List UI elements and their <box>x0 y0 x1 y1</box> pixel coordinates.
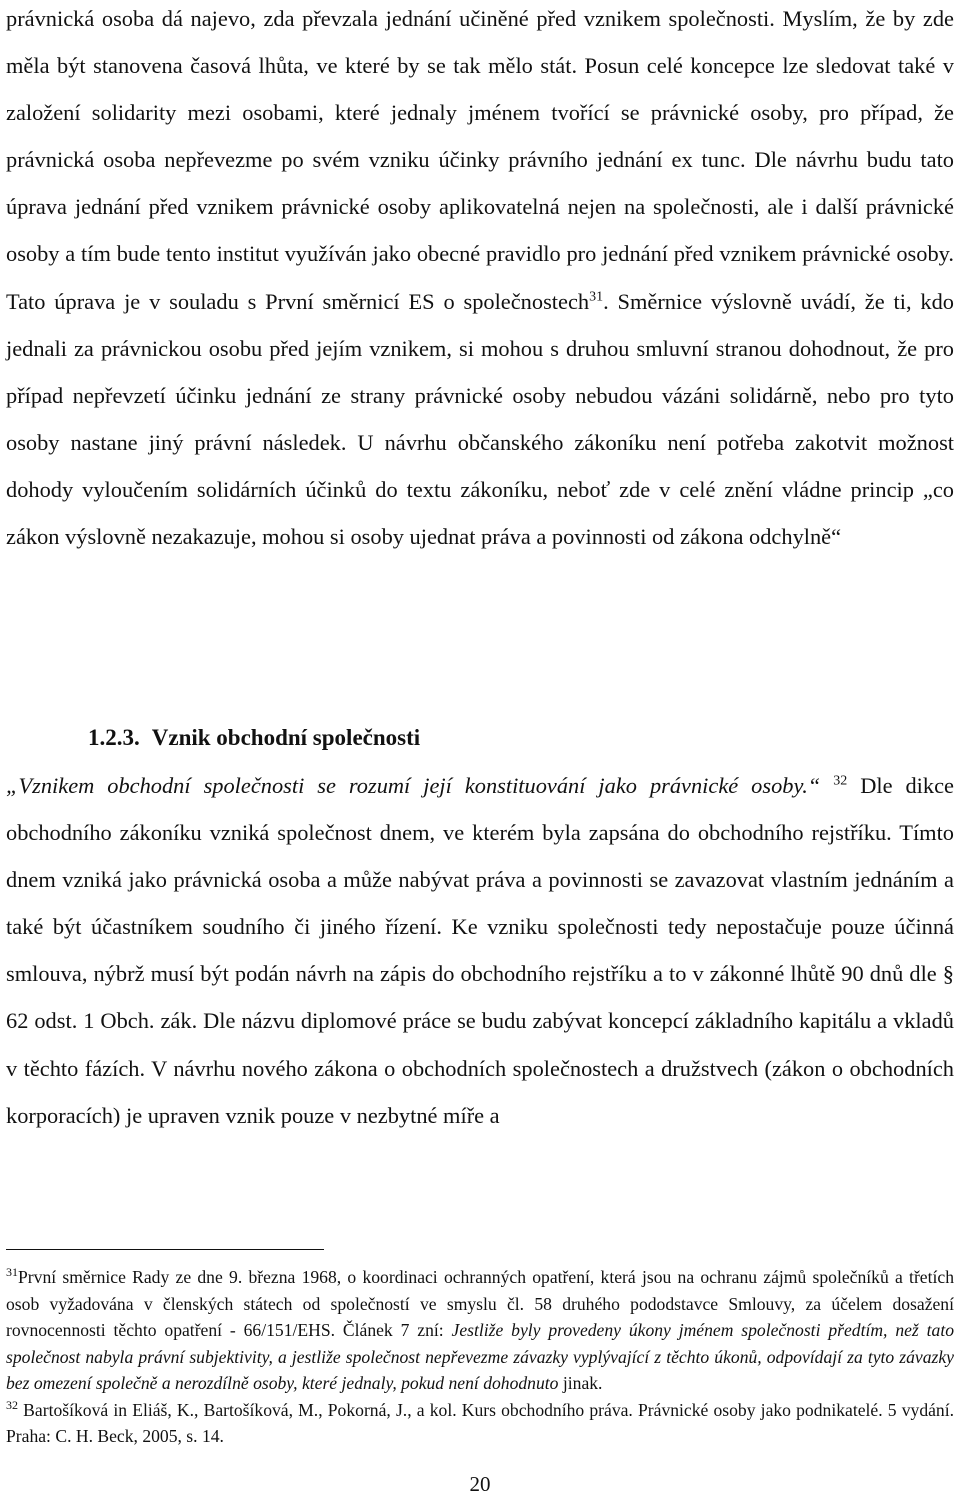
footnote-32 <box>6 1397 954 1450</box>
paragraph-1-text-b: . Směrnice výslovně uvádí, že ti, kdo jednali za právnickou osobu před jejím vznikem, si mohou s druhou smluvní stranou dohodnout, že pro případ nepřevzetí účinku jednání ze strany právnické osoby nebudou vázáni solidárně, nebo pro tyto osoby nastane jiný právní následek. U návrhu občanského zákoníku není potřeba zakotvit možnost dohody vyloučením solidárních účinků do textu zákoníku, neboť zde v celé znění vládne princip „co zákon výslovně nezakazuje, mohou si osoby ujednat práva a povinnosti od zákona odchylně“ <box>6 288 954 550</box>
footnote-32-number: 32 <box>6 1397 18 1412</box>
footnote-31-text: První směrnice Rady ze dne 9. března 1968, o koordinaci ochranných opatření, která jsou na ochranu zájmů společníků a třetích osob vyžadována v členských státech od společností ve smyslu čl. 58 druhého pododstavce Smlouvy, za účelem dosažení rovnocennosti těchto opatření - 66/151/EHS. Článek 7 zní: <box>6 1267 954 1340</box>
paragraph-1-text-a: právnická osoba dá najevo, zda převzala jednání učiněné před vznikem společnosti. Myslím, že by zde měla být stanovena časová lhůta, ve které by se tak mělo stát. Posun celé koncepce lze sledovat také v založení solidarity mezi osobami, které jednaly jménem tvořící se právnické osoby, pro případ, že právnická osoba nepřevezme po svém vzniku účinky právního jednání ex tunc. Dle návrhu budu tato úprava jednání před vznikem právnické osoby aplikovatelná nejen na společnosti, ale i další právnické osoby a tím bude tento institut využíván jako obecné pravidlo pro jednání před vznikem právnické osoby. Tato úprava je v souladu s První směrnicí ES o společnostech <box>6 6 954 314</box>
footnote-31-trailing: jinak. <box>562 1373 603 1393</box>
body-paragraph-2 <box>6 762 954 1139</box>
footnote-32-text: Bartošíková in Eliáš, K., Bartošíková, M., Pokorná, J., a kol. Kurs obchodního práva. Právnické osoby jako podnikatelé. 5 vydání. Praha: C. H. Beck, 2005, s. 14. <box>6 1399 955 1446</box>
section-heading <box>88 718 420 758</box>
footnote-31-quote: Jestliže byly provedeny úkony jménem společnosti předtím, než tato společnost nabyla právní subjektivity, a jestliže společnost nepřevezme závazky vyplývající z těchto úkonů, odpovídají za tyto závazky bez omezení společně a nerozdílně osoby, které jednaly, pokud není dohodnuto <box>6 1320 955 1393</box>
footnotes <box>6 1264 954 1450</box>
body-paragraph-1 <box>6 0 954 560</box>
section-number: 1.2.3. <box>88 725 140 750</box>
footnote-separator <box>6 1249 324 1250</box>
footnote-31-number: 31 <box>6 1265 18 1280</box>
footnote-31 <box>6 1264 954 1397</box>
definition-quote: „Vznikem obchodní společnosti se rozumí její konstituování jako právnické osoby.“ <box>6 773 821 798</box>
page-number: 20 <box>469 1472 491 1496</box>
footnote-ref-31: 31 <box>589 289 604 305</box>
section-title: Vznik obchodní společnosti <box>151 725 421 750</box>
footnote-ref-32: 32 <box>833 773 848 789</box>
paragraph-2-text: Dle dikce obchodního zákoníku vzniká společnost dnem, ve kterém byla zapsána do obchodního rejstříku. Tímto dnem vzniká jako právnická osoba a může nabývat práva a povinnosti se zavazovat vlastním jednáním a také být účastníkem soudního či jiného řízení. Ke vzniku společnosti tedy nepostačuje pouze účinná smlouva, nýbrž musí být podán návrh na zápis do obchodního rejstříku a to v zákonné lhůtě 90 dnů dle § 62 odst. 1 Obch. zák. Dle názvu diplomové práce se budu zabývat koncepcí základního kapitálu a vkladů v těchto fázích. V návrhu nového zákona o obchodních společnostech a družstvech (zákon o obchodních korporacích) je upraven vznik pouze v nezbytné míře a <box>6 773 954 1128</box>
